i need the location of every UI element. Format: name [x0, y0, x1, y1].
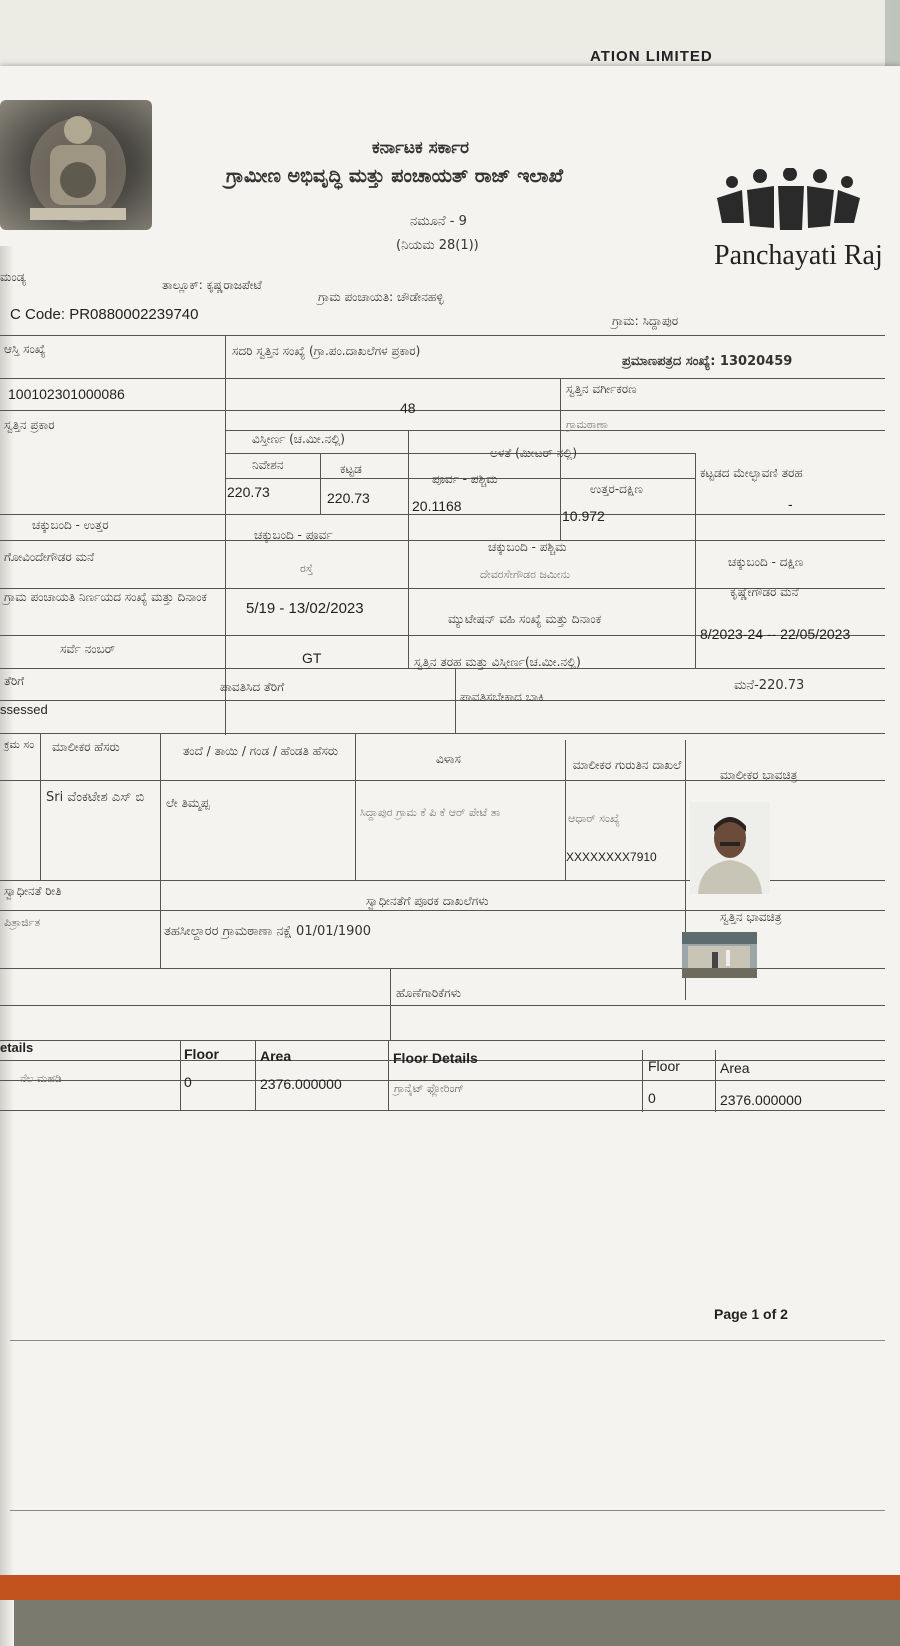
site-area-value: 220.73 — [227, 484, 270, 500]
floor-right-area: 2376.000000 — [720, 1092, 802, 1108]
assessed-label: ssessed — [0, 702, 48, 717]
floor-right-header: Floor Details — [393, 1050, 478, 1066]
owner-id-type: ಆಧಾರ್ ಸಂಖ್ಯೆ — [568, 812, 620, 825]
possession-docs-value: ತಹಸೀಲ್ದಾರರ ಗ್ರಾಮಠಾಣಾ ನಕ್ಷೆ 01/01/1900 — [164, 924, 371, 939]
boundary-north-value: ಗೋವಿಂದೇಗೌಡರ ಮನೆ — [4, 550, 95, 564]
east-west-value: 20.1168 — [412, 498, 462, 514]
dimensions-label: ಅಳತೆ (ಮೀಟರ್ ನಲ್ಲಿ) — [490, 446, 578, 460]
underlying-sheet — [0, 0, 885, 75]
floor-left-floor: 0 — [184, 1074, 192, 1090]
sadari-label: ಸದರಿ ಸ್ವತ್ತಿನ ಸಂಖ್ಯೆ (ಗ್ರಾ.ಪಂ.ದಾಖಲೆಗಳ ಪ್ರಕಾರ) — [232, 344, 421, 358]
tax-label: ತೆರಿಗೆ — [4, 674, 25, 688]
survey-label: ಸರ್ವೆ ನಂಬರ್ — [60, 642, 115, 656]
form-rule: (ನಿಯಮ 28(1)) — [396, 238, 479, 253]
classification-label: ಸ್ವತ್ತಿನ ವರ್ಗೀಕರಣ — [566, 382, 637, 396]
building-area-value: 220.73 — [327, 490, 370, 506]
mutation-label: ಮ್ಯುಟೇಷನ್ ವಹಿ ಸಂಖ್ಯೆ ಮತ್ತು ದಿನಾಂಕ — [448, 612, 602, 626]
property-id-label: ಆಸ್ತಿ ಸಂಖ್ಯೆ — [4, 342, 46, 356]
possession-method-value: ಪಿತ್ರಾರ್ಜಿತ — [4, 916, 41, 929]
department-title: ಗ್ರಾಮೀಣ ಅಭಿವೃದ್ಧಿ ಮತ್ತು ಪಂಚಾಯತ್ ರಾಜ್ ಇಲಾಖೆ — [226, 165, 564, 187]
district: ಮಂಡ್ಯ — [0, 270, 27, 284]
tax-due-label: ಪಾವತಿಸಬೇಕಾದ ಬಾಕಿ — [460, 690, 544, 704]
boundary-south-label: ಚಕ್ಕುಬಂದಿ - ದಕ್ಷಿಣ — [728, 555, 804, 569]
building-type-label: ಕಟ್ಟಡದ ಮೇಲ್ಛಾವಣಿ ತರಹ — [700, 466, 803, 480]
floor-left-area: 2376.000000 — [260, 1076, 342, 1092]
east-west-label: ಪೂರ್ವ - ಪಶ್ಚಿಮ — [432, 472, 498, 486]
survey-value: GT — [302, 650, 322, 666]
owner-id-value: XXXXXXXX7910 — [566, 850, 657, 864]
north-south-label: ಉತ್ತರ-ದಕ್ಷಿಣ — [590, 482, 643, 496]
resolution-value: 5/19 - 13/02/2023 — [246, 600, 364, 617]
panchayati-raj-logo — [712, 168, 862, 238]
form-number: ನಮೂನೆ - 9 — [410, 214, 467, 229]
govt-title: ಕರ್ನಾಟಕ ಸರ್ಕಾರ — [372, 138, 470, 158]
panchayati-raj-logo-text: Panchayati Raj — [714, 240, 883, 271]
building-label: ಕಟ್ಟಡ — [340, 462, 362, 476]
boundary-west-label: ಚಕ್ಕುಬಂದಿ - ಪಶ್ಚಿಮ — [488, 540, 567, 554]
property-id-value: 100102301000086 — [8, 386, 125, 402]
possession-method-label: ಸ್ವಾಧೀನತೆ ರೀತಿ — [4, 884, 62, 898]
site-label: ನಿವೇಶನ — [252, 458, 284, 472]
extent-label: ವಿಸ್ತೀರ್ಣ (ಚ.ಮೀ.ನಲ್ಲಿ) — [252, 432, 345, 446]
footer-rule-2 — [10, 1510, 885, 1511]
owner-photo — [690, 802, 770, 894]
owner-photo-label: ಮಾಲೀಕರ ಭಾವಚಿತ್ರ — [720, 768, 798, 782]
village: ಗ್ರಾಮ: ಸಿದ್ದಾಪುರ — [612, 314, 679, 328]
classification-value: ಗ್ರಾಮಠಾಣಾ — [566, 418, 608, 431]
boundary-east-label: ಚಕ್ಕುಬಂದಿ - ಪೂರ್ವ — [254, 528, 333, 542]
owner-relation: ಲೇ ತಿಮ್ಮಪ್ಪ — [166, 796, 210, 810]
address-label: ವಿಳಾಸ — [436, 752, 461, 766]
certificate-number: ಪ್ರಮಾಣಪತ್ರದ ಸಂಖ್ಯೆ: 13020459 — [622, 354, 793, 369]
sadari-value: 48 — [400, 400, 416, 416]
floor-left-desc: ನೆಲ ಮಹಡಿ — [20, 1072, 62, 1085]
boundary-north-label: ಚಕ್ಕುಬಂದಿ - ಉತ್ತರ — [32, 518, 109, 532]
owner-address: ಸಿದ್ದಾಪುರ ಗ್ರಾಮ ಕೆ ಪಿ ಕೆ ಆರ್ ಪೇಟೆ ತಾ — [360, 806, 501, 819]
liabilities-label: ಹೊಣೆಗಾರಿಕೆಗಳು — [396, 986, 461, 1000]
serial-label: ಕ್ರಮ ಸಂ — [4, 738, 35, 751]
karnataka-emblem-icon — [0, 100, 152, 230]
floor-right-area-label: Area — [720, 1060, 750, 1076]
footer-rule — [10, 1340, 885, 1341]
property-photo — [682, 932, 757, 978]
possession-docs-label: ಸ್ವಾಧೀನತೆಗೆ ಪೂರಕ ದಾಖಲೆಗಳು — [366, 894, 489, 908]
owner-id-label: ಮಾಲೀಕರ ಗುರುತಿನ ದಾಖಲೆ — [572, 758, 682, 772]
floor-left-area-label: Area — [260, 1048, 292, 1064]
underlying-sheet-text: ATION LIMITED — [590, 48, 713, 65]
property-type-label: ಸ್ವತ್ತಿನ ಪ್ರಕಾರ — [4, 418, 55, 432]
property-photo-label: ಸ್ವತ್ತಿನ ಭಾವಚಿತ್ರ — [720, 910, 782, 924]
nature-value: ಮನೆ-220.73 — [734, 678, 805, 693]
taluk: ತಾಲ್ಲೂಕ್: ಕೃಷ್ಣರಾಜಪೇಟೆ — [162, 278, 262, 292]
floor-right-desc: ಗ್ರಾನೈಟ್ ಫ್ಲೋರಿಂಗ್ — [394, 1082, 464, 1095]
building-type-value: - — [788, 496, 793, 512]
relation-label: ತಂದೆ / ತಾಯಿ / ಗಂಡ / ಹೆಂಡತಿ ಹೆಸರು — [182, 744, 339, 758]
boundary-east-value: ರಸ್ತೆ — [300, 562, 314, 575]
page-number: Page 1 of 2 — [714, 1306, 788, 1322]
tax-paid-label: ಪಾವತಿಸಿದ ತೆರಿಗೆ — [220, 680, 285, 694]
north-south-value: 10.972 — [562, 508, 605, 524]
background-bottom — [0, 1575, 900, 1600]
property-code: C Code: PR0880002239740 — [10, 306, 199, 323]
resolution-label: ಗ್ರಾಮ ಪಂಚಾಯತಿ ನಿರ್ಣಯದ ಸಂಖ್ಯೆ ಮತ್ತು ದಿನಾಂಕ — [4, 590, 207, 604]
mutation-value: 8/2023-24 -- 22/05/2023 — [700, 626, 851, 642]
nature-label: ಸ್ವತ್ತಿನ ತರಹ ಮತ್ತು ವಿಸ್ತೀರ್ಣ(ಚ.ಮೀ.ನಲ್ಲಿ) — [414, 655, 581, 669]
floor-right-floor: 0 — [648, 1090, 656, 1106]
floor-right-floor-label: Floor — [648, 1058, 680, 1074]
gram-panchayat: ಗ್ರಾಮ ಪಂಚಾಯತಿ: ಚೌಡೇನಹಳ್ಳಿ — [318, 290, 444, 304]
boundary-west-value: ದೇವರಸೇಗೌಡರ ಜಮೀನು — [480, 568, 571, 581]
boundary-south-value: ಕೃಷ್ಣೇಗೌಡರ ಮನೆ — [730, 585, 799, 599]
people-logo-icon — [712, 168, 862, 238]
floor-left-floor-label: Floor — [184, 1046, 219, 1062]
floor-left-header: etails — [0, 1040, 34, 1055]
owner-name-label: ಮಾಲೀಕರ ಹೆಸರು — [52, 740, 120, 754]
owner-name: Sri ವೆಂಕಟೇಶ ಎಸ್ ಬಿ — [46, 790, 145, 805]
